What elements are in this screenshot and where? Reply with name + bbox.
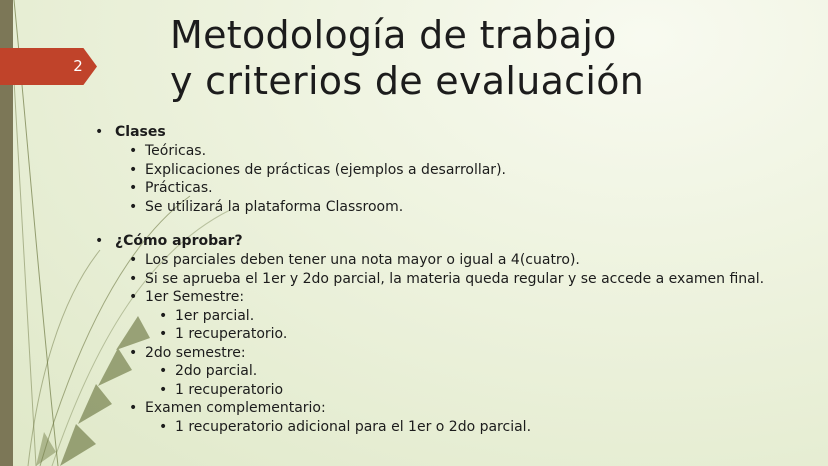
- list-item: • Los parciales deben tener una nota mayor o igual a 4(cuatro).: [129, 251, 820, 270]
- section-como-aprobar: [95, 232, 820, 436]
- nested-list: [159, 418, 820, 437]
- list-item-label: 1er Semestre:: [145, 289, 245, 305]
- list-item-label: Examen complementario:: [145, 400, 326, 416]
- list-item: • 1 recuperatorio adicional para el 1er o 2do parcial.: [159, 418, 820, 437]
- sub-list: [129, 142, 820, 216]
- slide-content: [95, 123, 820, 436]
- list-item: • 1 recuperatorio: [159, 381, 820, 400]
- list-item: • 2do parcial.: [159, 362, 820, 381]
- list-item: • 1 recuperatorio.: [159, 325, 820, 344]
- list-item: • Si se aprueba el 1er y 2do parcial, la materia queda regular y se accede a examen final.: [129, 270, 820, 289]
- list-item-first-semester: [129, 288, 820, 344]
- list-item-label: 2do semestre:: [145, 344, 246, 361]
- list-item: • 1er parcial.: [159, 307, 820, 326]
- title-line-1: Metodología de trabajo: [170, 13, 617, 57]
- list-item: • Se utilizará la plataforma Classroom.: [129, 198, 820, 217]
- main-list: [95, 123, 820, 436]
- list-item-complementary: [129, 399, 820, 436]
- section-clases: [95, 123, 820, 216]
- list-item: • Teóricas.: [129, 142, 820, 161]
- page-number: 2: [73, 57, 83, 75]
- sub-list: [129, 251, 820, 436]
- list-item-second-semester: [129, 344, 820, 400]
- list-item: • Explicaciones de prácticas (ejemplos a desarrollar).: [129, 161, 820, 180]
- section-heading: Clases: [115, 124, 166, 140]
- section-heading: ¿Cómo aprobar?: [115, 233, 243, 249]
- nested-list: [159, 362, 820, 399]
- title-line-2: y criterios de evaluación: [170, 59, 645, 103]
- list-item: • Prácticas.: [129, 179, 820, 198]
- nested-list: [159, 307, 820, 344]
- slide-title: [170, 12, 810, 104]
